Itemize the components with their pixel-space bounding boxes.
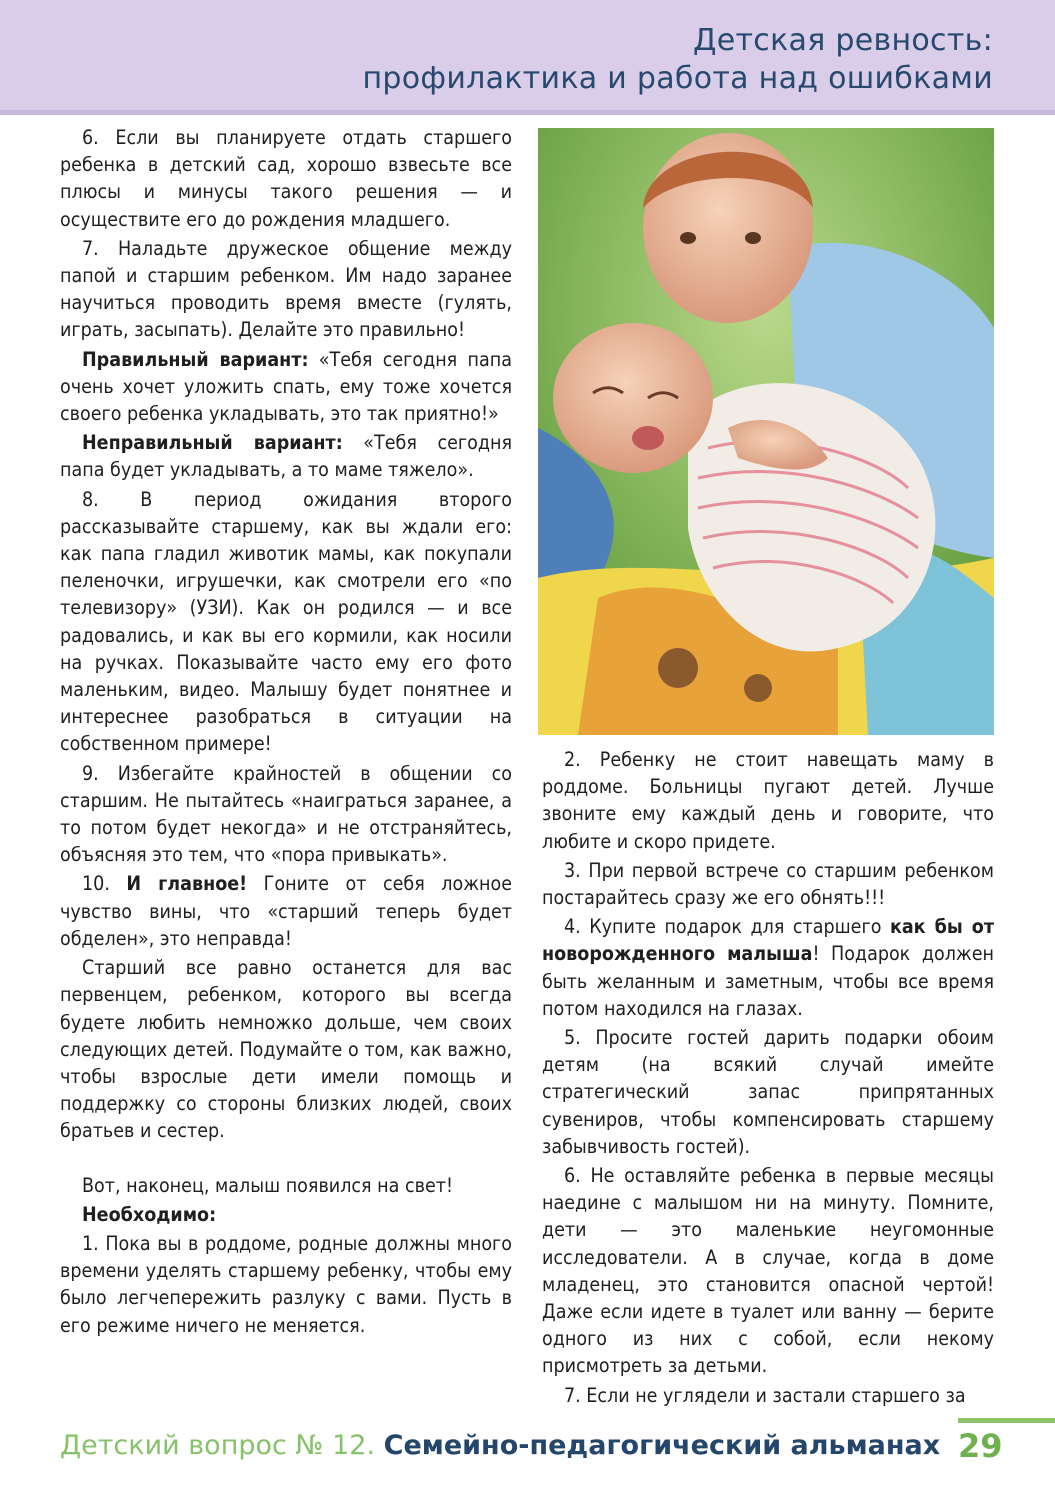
item-7: 7. Если не углядели и застали старшего за [564, 1383, 966, 1407]
title-line-1: Детская ревность: [693, 23, 993, 58]
right-column [542, 746, 994, 1411]
page-title [363, 22, 993, 98]
footer-subtitle: Семейно-педагогический альманах [383, 1430, 941, 1461]
paragraph-7: 7. Наладьте дружеское общение между папой и старшим ребенком. Им надо заранее научиться проводить время вместе (гулять, играть, засыпать). Делайте это правильно! [60, 236, 512, 342]
paragraph-senior: Старший все равно останется для вас первенцем, ребенком, которого вы всегда будете любить немножко дольше, чем своих следующих детей. Подумайте о том, как важно, чтобы взрослые дети имели помощь и поддержку со стороны близких людей, своих братьев и сестер. [60, 956, 512, 1143]
paragraph-8: 8. В период ожидания второго рассказывайте старшему, как вы ждали его: как папа гладил животик мамы, как покупали пеленочки, игрушечки, как смотрели его «по телевизору» (УЗИ). Как он родился — и все радовались, и как вы его кормили, как носили на ручках. Показывайте часто ему его фото маленьким, видео. Малышу будет понятнее и интереснее разобраться в ситуации на собственном примере! [60, 487, 512, 756]
item-2: 2. Ребенку не стоит навещать маму в роддоме. Больницы пугают детей. Лучше звоните ему каждый день и говорите, что любите и скоро придете. [542, 748, 994, 853]
wrong-variant-text: «Тебя сегодня папа будет укладывать, а то маме тяжело». [60, 431, 512, 482]
necessary-heading: Необходимо: [82, 1202, 217, 1226]
footer-accent-line [958, 1418, 1055, 1423]
left-column [60, 124, 512, 1341]
paragraph-9: 9. Избегайте крайностей в общении со старшим. Не пытайтесь «наиграться заранее, а то потом будет некогда» и не отстраняйтесь, объясняя это тем, что «пора привыкать». [60, 761, 512, 867]
item-3: 3. При первой встрече со старшим ребенком постарайтесь сразу же его обнять!!! [542, 858, 994, 910]
item-4-bold: как бы от новорожденного малыша [542, 915, 994, 966]
photo-children [538, 128, 994, 735]
photo-illustration [538, 128, 994, 735]
paragraph-10-label: И главное! [126, 872, 248, 896]
paragraph-10-text: Гоните от себя ложное чувство вины, что «старший теперь будет обделен», это неправда! [60, 872, 513, 950]
footer [60, 1428, 940, 1464]
item-5: 5. Просите гостей дарить подарки обоим детям (на всякий случай имейте стратегический запас припрятанных сувениров, чтобы компенсировать старшему забывчивость гостей). [542, 1026, 994, 1158]
wrong-variant-label: Неправильный вариант: [82, 431, 343, 455]
page-number: 29 [958, 1427, 1003, 1465]
item-6: 6. Не оставляйте ребенка в первые месяцы наедине с малышом ни на минуту. Помните, дети — это маленькие неугомонные исследователи. А в случае, когда в доме младенец, это становится опасной чертой! Даже если идете в туалет или ванну — берите одного из них с собой, если некому присмотреть за детьми. [542, 1164, 994, 1378]
item-4: 4. Купите подарок для старшего как бы от новорожденного малыша! Подарок должен быть желанным и заметным, чтобы все время потом находился на глазах. [542, 915, 994, 1020]
item-1: 1. Пока вы в роддоме, родные должны много времени уделять старшему ребенку, чтобы ему было легчепережить разлуку с вами. Пусть в его режиме ничего не меняется. [60, 1231, 512, 1337]
paragraph-10-number: 10. [82, 872, 127, 896]
paragraph-6: 6. Если вы планируете отдать старшего ребенка в детский сад, хорошо взвесьте все плюсы и минусы такого решения — и осуществите его до рождения младшего. [60, 126, 512, 231]
wrong-variant [60, 429, 512, 483]
footer-magazine: Детский вопрос № 12. [60, 1430, 384, 1461]
title-line-2: профилактика и работа над ошибками [362, 61, 993, 96]
paragraph-10 [60, 870, 512, 952]
paragraph-born: Вот, наконец, малыш появился на свет! [82, 1173, 453, 1197]
correct-variant [60, 346, 512, 428]
header-divider [0, 110, 1055, 115]
correct-variant-label: Правильный вариант: [82, 347, 309, 371]
correct-variant-text: «Тебя сегодня папа очень хочет уложить спать, ему тоже хочется своего ребенка укладывать, это так приятно!» [60, 347, 512, 426]
